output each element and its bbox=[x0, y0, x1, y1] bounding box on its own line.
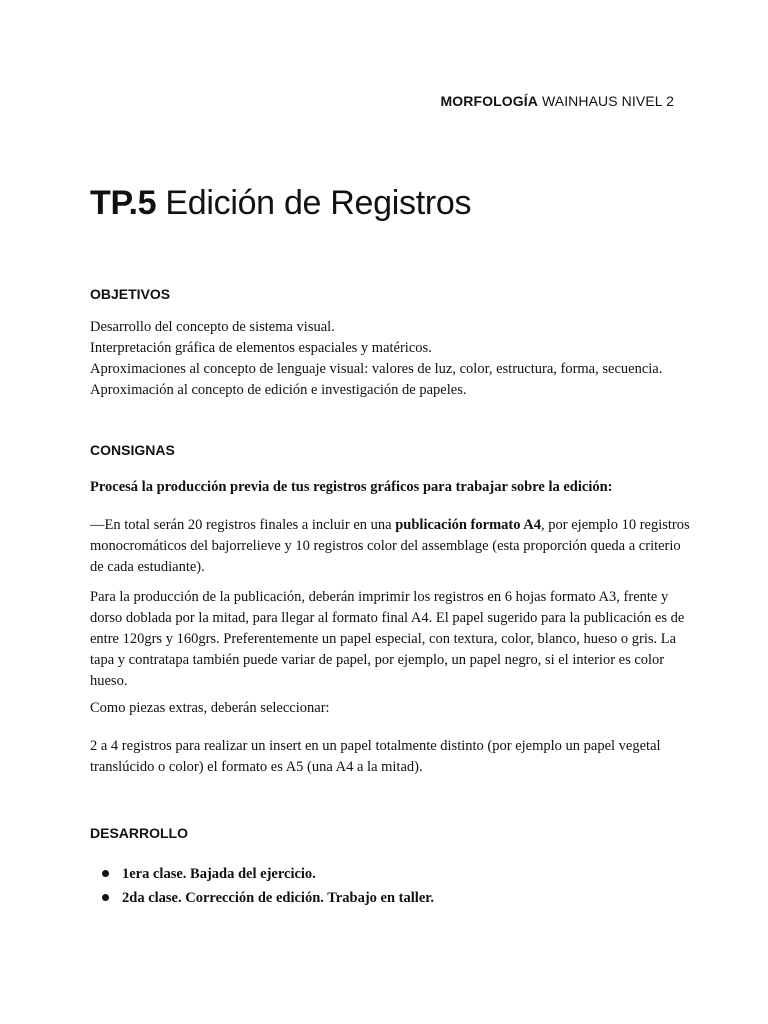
document-header bbox=[441, 93, 674, 109]
consignas-paragraph-1 bbox=[90, 515, 690, 578]
bullet-icon bbox=[102, 870, 109, 877]
consignas-paragraph-4: 2 a 4 registros para realizar un insert en un papel totalmente distinto (por ejemplo un papel vegetal translúcido o color) el formato es A5 (una A4 a la mitad). bbox=[90, 738, 661, 775]
objetivo-line: Aproximaciones al concepto de lenguaje visual: valores de luz, color, estructura, forma, secuencia. bbox=[90, 361, 663, 377]
consignas-heading: CONSIGNAS bbox=[90, 442, 175, 458]
title-name: Edición de Registros bbox=[156, 184, 472, 222]
p1-text-bold: publicación formato A4 bbox=[395, 517, 542, 533]
list-item-text: 1era clase. Bajada del ejercicio. bbox=[122, 866, 316, 882]
consignas-paragraph-3: Como piezas extras, deberán seleccionar: bbox=[90, 700, 330, 716]
title-code: TP.5 bbox=[90, 184, 157, 222]
course-level: WAINHAUS NIVEL 2 bbox=[537, 93, 674, 109]
desarrollo-list bbox=[90, 862, 434, 910]
page-title bbox=[90, 184, 471, 223]
objetivo-line: Desarrollo del concepto de sistema visual. bbox=[90, 319, 335, 335]
list-item bbox=[90, 886, 434, 910]
objetivos-heading: OBJETIVOS bbox=[90, 286, 171, 302]
consignas-paragraph-2: Para la producción de la publicación, deberán imprimir los registros en 6 hojas formato A3, frente y dorso doblada por la mitad, para llegar al formato final A4. El papel sugerido para la publicación es de entre 120grs y 160grs. Preferentemente un papel especial, con textura, color, blanco, hueso o gris. La tapa y contratapa también puede variar de papel, por ejemplo, un papel negro, si el interior es color hueso. bbox=[90, 589, 685, 689]
p1-text-before: —En total serán 20 registros finales a incluir en una bbox=[90, 517, 396, 533]
list-item bbox=[90, 862, 434, 886]
p1-text-after: , por ejemplo 10 registros monocromáticos del bajorrelieve y 10 registros color del assemblage (esta proporción queda a criterio de cada estudiante). bbox=[90, 517, 690, 575]
objetivo-line: Interpretación gráfica de elementos espaciales y matéricos. bbox=[90, 340, 432, 356]
bullet-icon bbox=[102, 894, 109, 901]
consignas-lead: Procesá la producción previa de tus registros gráficos para trabajar sobre la edición: bbox=[90, 479, 613, 495]
objetivo-line: Aproximación al concepto de edición e investigación de papeles. bbox=[90, 382, 467, 398]
list-item-text: 2da clase. Corrección de edición. Trabajo en taller. bbox=[122, 890, 434, 906]
objetivos-list bbox=[90, 317, 690, 401]
desarrollo-heading: DESARROLLO bbox=[90, 825, 188, 841]
course-name: MORFOLOGÍA bbox=[440, 93, 538, 109]
